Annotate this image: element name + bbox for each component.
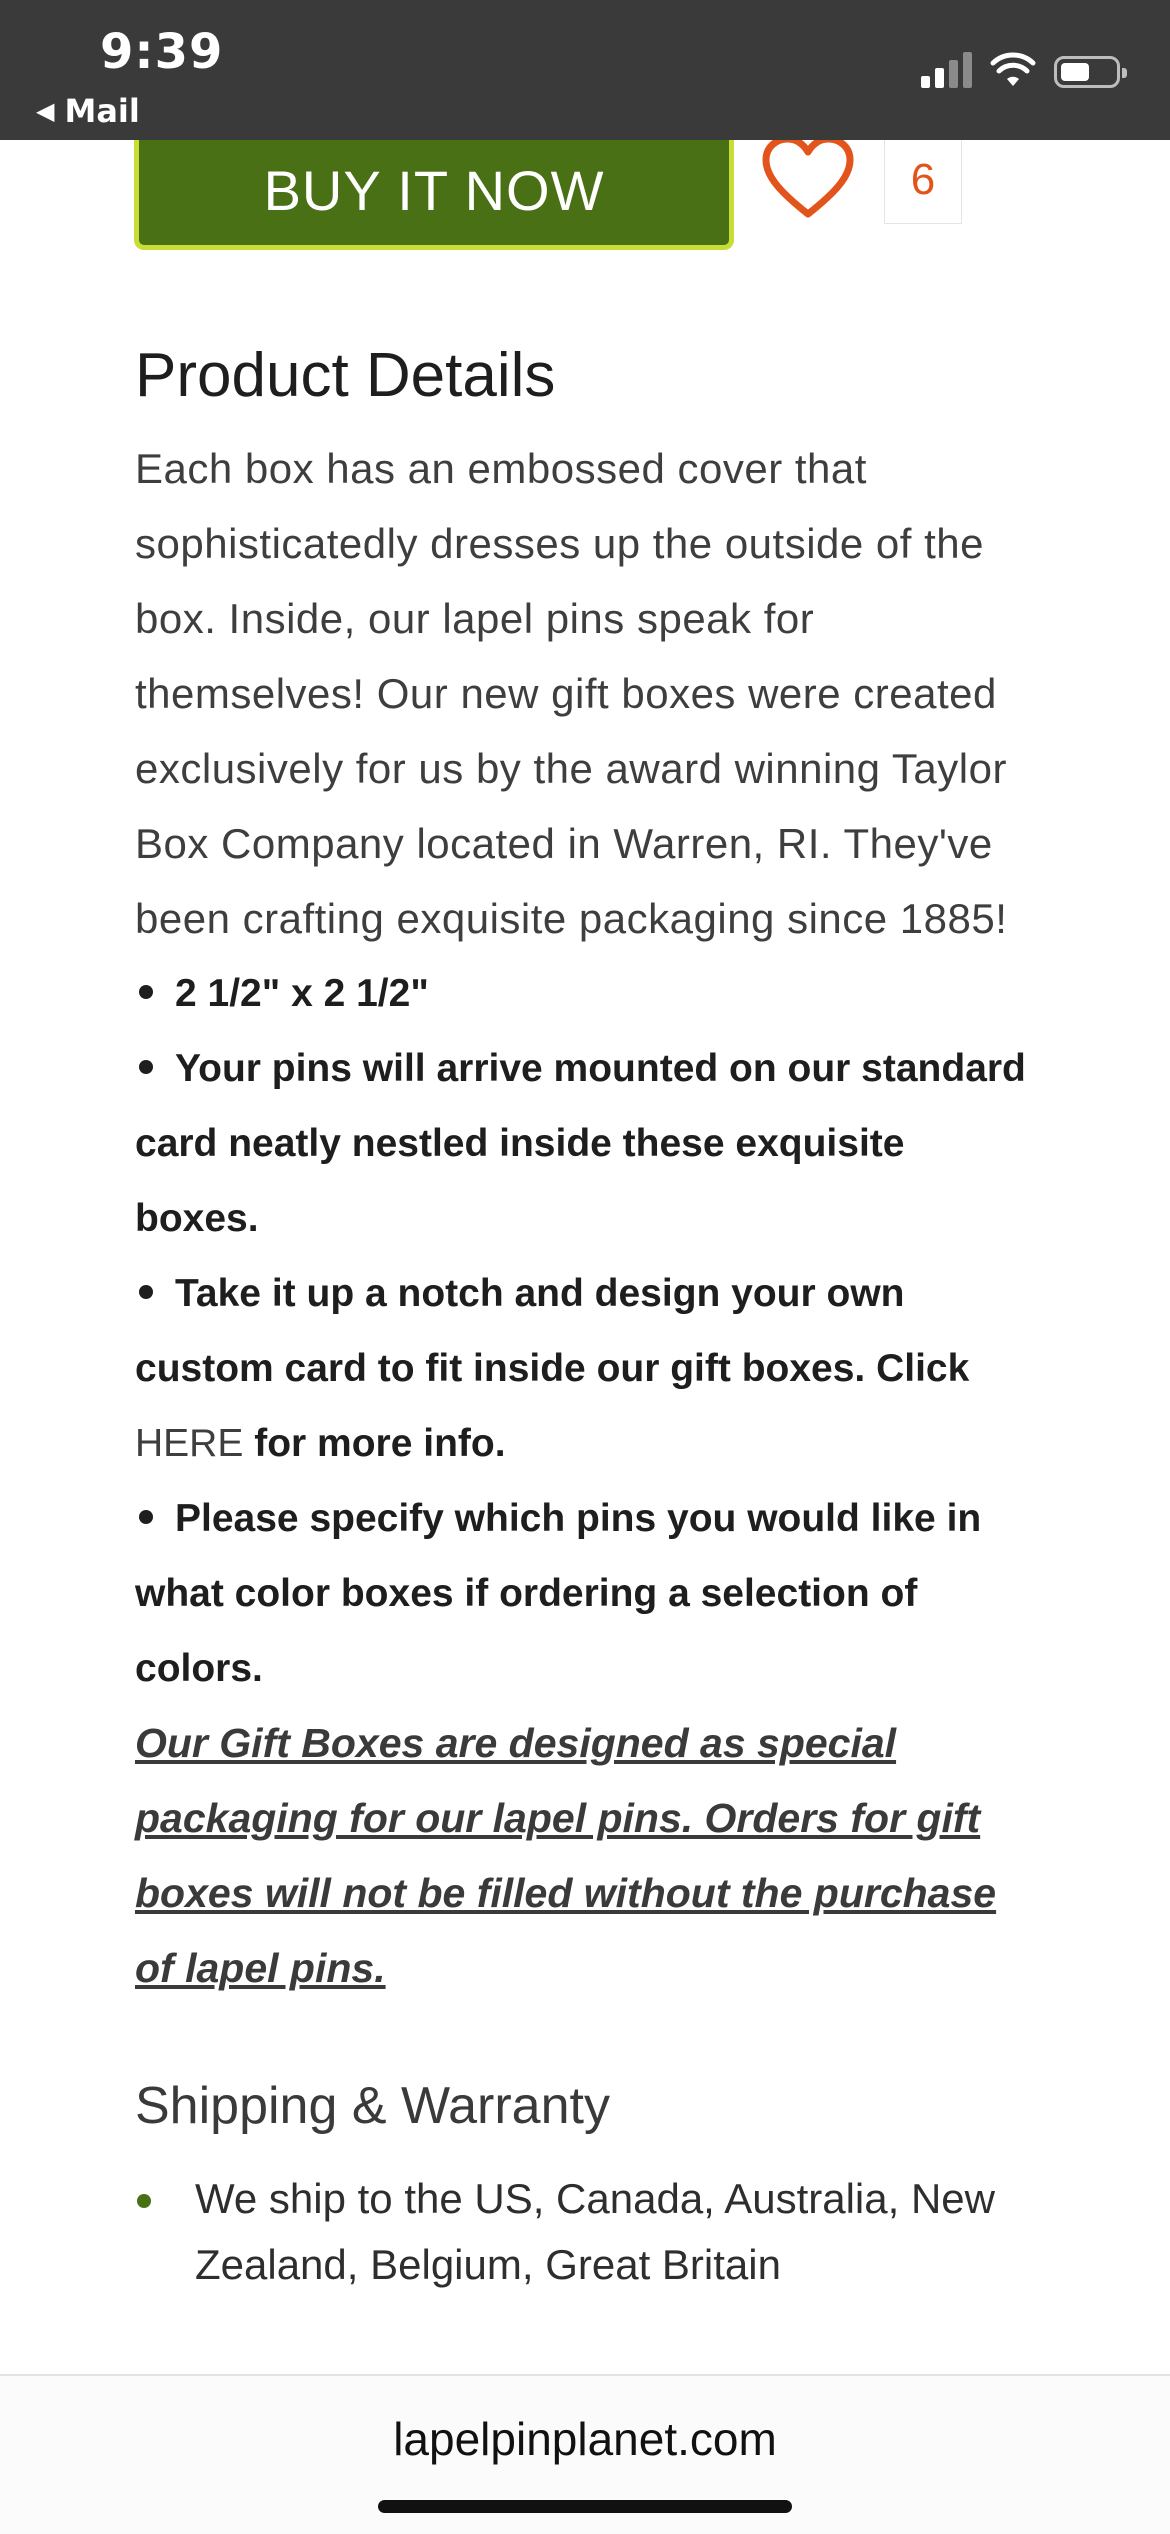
here-link[interactable]: HERE bbox=[135, 1422, 244, 1465]
wishlist-heart-button[interactable] bbox=[760, 134, 860, 224]
buy-it-now-button[interactable]: BUY IT NOW bbox=[134, 136, 734, 250]
shipping-list bbox=[135, 2166, 1035, 2298]
url-text[interactable]: lapelpinplanet.com bbox=[393, 2413, 777, 2465]
home-indicator[interactable] bbox=[378, 2500, 792, 2513]
like-count-badge: 6 bbox=[884, 136, 962, 224]
back-triangle-icon: ◀ bbox=[36, 97, 55, 125]
wifi-icon bbox=[990, 52, 1036, 88]
status-bar bbox=[0, 0, 1170, 140]
purchase-actions bbox=[0, 140, 1170, 260]
back-label: Mail bbox=[64, 92, 140, 130]
back-to-mail-button[interactable] bbox=[36, 92, 140, 130]
list-item: Your pins will arrive mounted on our standard card neatly nestled inside these exquisite boxes. bbox=[135, 1047, 1026, 1240]
product-details-list bbox=[135, 956, 1035, 1706]
gift-box-notice: Our Gift Boxes are designed as special packaging for our lapel pins. Orders for gift boxes will not be filled without the purchase of lapel pins. bbox=[135, 1720, 997, 1991]
status-time: 9:39 bbox=[100, 24, 224, 80]
signal-icon bbox=[921, 52, 972, 88]
battery-icon bbox=[1054, 56, 1120, 88]
shipping-warranty-title: Shipping & Warranty bbox=[135, 2077, 610, 2135]
browser-url-bar[interactable] bbox=[0, 2374, 1170, 2534]
product-content bbox=[135, 340, 1035, 2298]
product-description: Each box has an embossed cover that sophisticatedly dresses up the outside of the box. Inside, our lapel pins speak for themselves! Our new gift boxes were created exclusively for us by the award winning Taylor Box Company located in Warren, RI. They've been crafting exquisite packaging since 1885! bbox=[135, 445, 1008, 942]
product-details-title: Product Details bbox=[135, 341, 556, 410]
list-item: We ship to the US, Canada, Australia, New Zealand, Belgium, Great Britain bbox=[135, 2166, 1035, 2298]
list-item: Take it up a notch and design your own custom card to fit inside our gift boxes. Click HERE for more info. bbox=[135, 1272, 970, 1465]
list-item: Please specify which pins you would like in what color boxes if ordering a selection of colors. bbox=[135, 1497, 982, 1690]
heart-icon bbox=[760, 134, 856, 220]
list-item: 2 1/2" x 2 1/2" bbox=[135, 956, 1035, 1031]
status-icons bbox=[921, 52, 1120, 88]
